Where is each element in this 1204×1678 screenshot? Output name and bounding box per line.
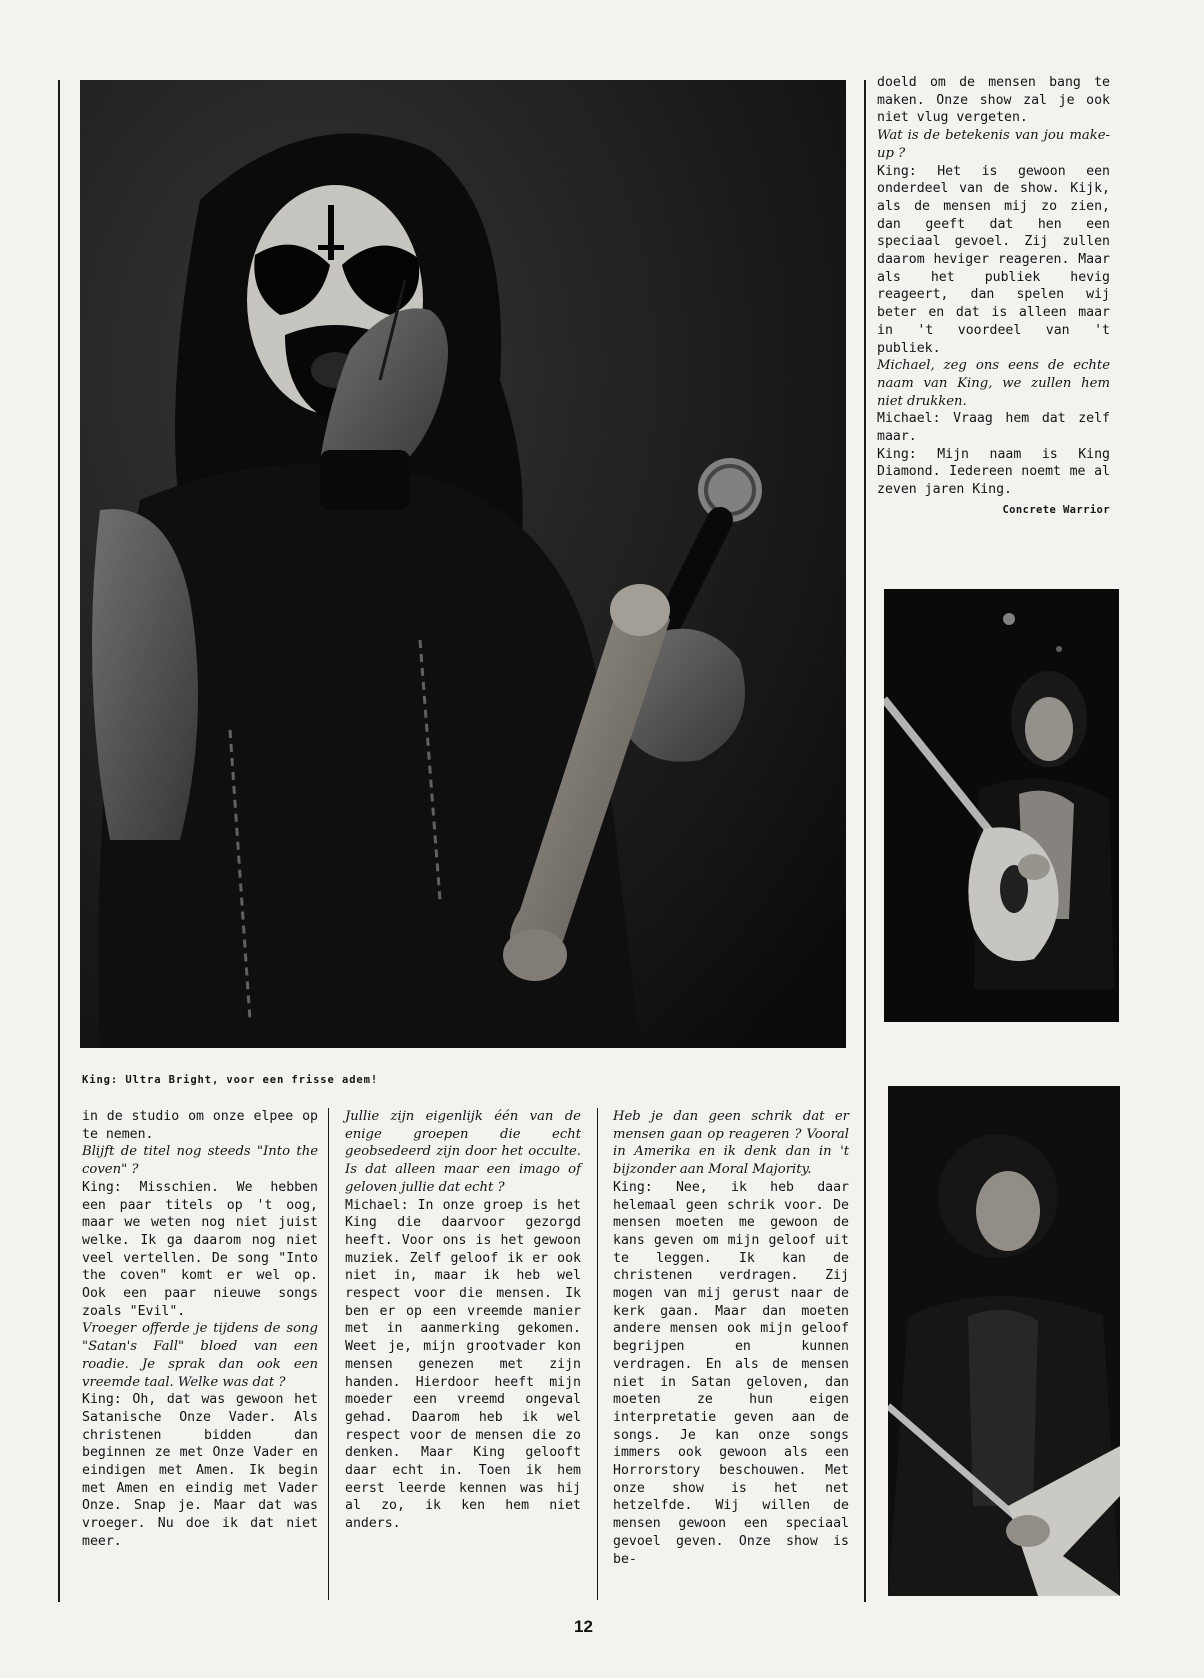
- paragraph: King: Het is gewoon een onderdeel van de show. Kijk, als de mensen mij zo zien, dan geeft dat hen een speciaal gevoel. Zij zullen daarom heviger reageren. Maar als het publiek hevig reageert, dan spelen wij beter en dat is alleen maar in 't voordeel van 't publiek.: [877, 163, 1110, 356]
- paragraph: King: Nee, ik heb daar helemaal geen schrik voor. De mensen moeten me gewoon de kans geven om mijn geloof uit te leggen. Ik kan de christenen verdragen. Zij mogen van mij gerust naar de kerk gaan. Maar dan moeten andere mensen ook mijn geloof begrijpen en kunnen verdragen. En als de mensen niet in Satan geloven, dan moeten ze hun eigen interpretatie geven aan de songs. Je kan onze songs immers ook gewoon als een Horrorstory beschouwen. Met onze show is het net hetzelfde. Wij willen de mensen gewoon een speciaal gevoel geven. Onze show is be-: [613, 1179, 849, 1567]
- paragraph: doeld om de mensen bang te maken. Onze show zal je ook niet vlug vergeten.: [877, 75, 1110, 126]
- frame-rule-right: [864, 80, 866, 1602]
- column-divider-2: [597, 1108, 598, 1600]
- question: Wat is de betekenis van jou make-up ?: [877, 128, 1110, 161]
- guitarist-photo-bottom: [888, 1086, 1120, 1596]
- paragraph: King: Oh, dat was gewoon het Satanische Onze Vader. Als christenen bidden dan beginnen ze met Onze Vader en eindigen met Amen. Ik begin met Amen en eindig met Vader Onze. Snap je. Maar dat was vroeger. Nu doe ik dat niet meer.: [82, 1392, 318, 1549]
- question: Vroeger offerde je tijdens de song "Satan's Fall" bloed van een roadie. Je sprak dan ook een vreemde taal. Welke was dat ?: [82, 1321, 318, 1390]
- author-signature: Concrete Warrior: [1002, 503, 1110, 516]
- paragraph: King: Mijn naam is King Diamond. Iedereen noemt me al zeven jaren King.: [877, 446, 1110, 498]
- king-photo-image: [80, 80, 846, 1048]
- flying-v-photo-image: [888, 1086, 1120, 1596]
- question: Heb je dan geen schrik dat er mensen gaan op reageren ? Vooral in Amerika en ik denk dan in 't bijzonder aan Moral Majority.: [613, 1109, 849, 1178]
- question: Blijft de titel nog steeds "Into the coven" ?: [82, 1144, 318, 1178]
- column-2-text: [345, 1108, 581, 1533]
- question: Michael, zeg ons eens de echte naam van King, we zullen hem niet drukken.: [877, 358, 1110, 409]
- guitarist-photo-top: [884, 589, 1119, 1022]
- main-photo-king: [80, 80, 846, 1048]
- column-1-text: [82, 1108, 318, 1551]
- column-3-text: [613, 1108, 849, 1568]
- paragraph: King: Misschien. We hebben een paar titels op 't oog, maar we weten nog niet juist welke. Ik ga daarom nog niet veel vertellen. De song "Into the coven" komt er wel op. Ook een paar nieuwe songs zoals "Evil".: [82, 1179, 318, 1319]
- frame-rule-left: [58, 80, 60, 1602]
- column-divider-1: [328, 1108, 329, 1600]
- page-number: 12: [574, 1617, 593, 1636]
- paragraph: Michael: Vraag hem dat zelf maar.: [877, 411, 1110, 445]
- question: Jullie zijn eigenlijk één van de enige groepen die echt geobsedeerd zijn door het occulte. Is dat alleen maar een imago of geloven jullie dat echt ?: [345, 1109, 581, 1195]
- photo-caption: King: Ultra Bright, voor een frisse adem!: [82, 1074, 379, 1086]
- paragraph: in de studio om onze elpee op te nemen.: [82, 1109, 318, 1142]
- guitarist-photo-image: [884, 589, 1119, 1022]
- paragraph: Michael: In onze groep is het King die daarvoor gezorgd heeft. Voor ons is het gewoon muziek. Zelf geloof ik er ook niet in, maar ik heb wel respect voor die mensen. Ik ben er op een vreemde manier met in aanmerking gekomen. Weet je, mijn grootvader kon mensen genezen met zijn handen. Hierdoor heeft mijn moeder een vreemd ongeval gehad. Daarom heb ik wel respect voor de mensen die zo denken. Maar King gelooft daar echt in. Toen ik hem eerst leerde kennen was hij al zo, ik ken hem niet anders.: [345, 1197, 581, 1532]
- right-column-text: [877, 74, 1110, 520]
